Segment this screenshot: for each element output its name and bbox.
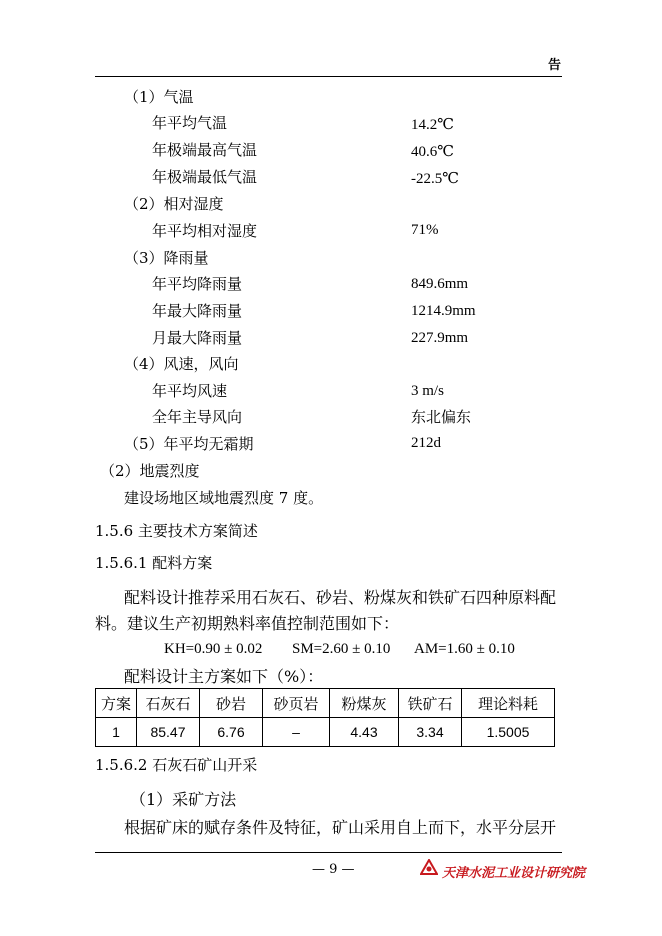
rain-label-max: 年最大降雨量 — [152, 302, 243, 320]
mining-text: 根据矿床的赋存条件及特征，矿山采用自上而下，水平分层开 — [124, 818, 557, 837]
table-header-cell: 砂页岩 — [263, 689, 330, 718]
header-tag: 告 — [548, 58, 562, 73]
page-number: — 9 — — [312, 862, 355, 877]
rain-label-avg: 年平均降雨量 — [152, 275, 243, 293]
ratio-kh: KH=0.90 ± 0.02 — [164, 641, 263, 657]
table-header-cell: 石灰石 — [137, 689, 200, 718]
footer-rule — [95, 852, 562, 853]
table-header-cell: 理论料耗 — [462, 689, 555, 718]
temp-label-min: 年极端最低气温 — [152, 168, 258, 186]
table-header-cell: 粉煤灰 — [330, 689, 399, 718]
table-cell: 85.47 — [137, 718, 200, 747]
temp-label-avg: 年平均气温 — [152, 114, 228, 132]
section-1-5-6-2-heading: 1.5.6.2 石灰石矿山开采 — [95, 756, 258, 774]
ratio-sm: SM=2.60 ± 0.10 — [292, 641, 391, 657]
rain-value-avg: 849.6mm — [411, 276, 469, 292]
temp-label-max: 年极端最高气温 — [152, 141, 258, 159]
rain-label-month: 月最大降雨量 — [152, 329, 243, 347]
table-header-cell: 方案 — [96, 689, 137, 718]
wind-label-direction: 全年主导风向 — [152, 408, 243, 426]
table-header-cell: 砂岩 — [200, 689, 263, 718]
wind-value-direction: 东北偏东 — [411, 408, 472, 426]
wind-value-speed: 3 m/s — [411, 383, 444, 399]
table-cell: 1.5005 — [462, 718, 555, 747]
wind-title: （4）风速，风向 — [124, 355, 239, 373]
frost-title: （5）年平均无霜期 — [124, 435, 254, 453]
ratio-am: AM=1.60 ± 0.10 — [414, 641, 515, 657]
seismic-title: （2）地震烈度 — [100, 462, 200, 480]
table-cell: 6.76 — [200, 718, 263, 747]
table-cell: 3.34 — [399, 718, 462, 747]
section-1-5-6-1-heading: 1.5.6.1 配料方案 — [95, 554, 213, 572]
header-rule — [95, 76, 562, 77]
temp-value-max: 40.6℃ — [411, 144, 455, 160]
table-cell: 4.43 — [330, 718, 399, 747]
table-header-row — [96, 689, 555, 718]
wind-label-speed: 年平均风速 — [152, 382, 228, 400]
temp-value-min: -22.5℃ — [411, 171, 460, 187]
rain-title: （3）降雨量 — [124, 249, 209, 267]
rain-value-month: 227.9mm — [411, 330, 469, 346]
table-header-cell: 铁矿石 — [399, 689, 462, 718]
paragraph-line-2: 料。建议生产初期熟料率值控制范围如下： — [95, 614, 400, 633]
humidity-label: 年平均相对湿度 — [152, 222, 258, 240]
seismic-text: 建设场地区域地震烈度 7 度。 — [124, 489, 324, 507]
table-cell: 1 — [96, 718, 137, 747]
table-caption: 配料设计主方案如下（%）： — [124, 667, 324, 686]
temp-value-avg: 14.2℃ — [411, 117, 455, 133]
humidity-value: 71% — [411, 222, 439, 238]
section-1-5-6-heading: 1.5.6 主要技术方案简述 — [95, 522, 258, 540]
table-cell: – — [263, 718, 330, 747]
humidity-title: （2）相对湿度 — [124, 195, 224, 213]
table-row — [96, 718, 555, 747]
frost-value: 212d — [411, 435, 441, 451]
institute-logo-icon — [420, 859, 438, 875]
mining-subheading: （1）采矿方法 — [130, 790, 237, 809]
rain-value-max: 1214.9mm — [411, 303, 476, 319]
mix-table — [95, 688, 555, 747]
temp-title: （1）气温 — [124, 88, 194, 106]
paragraph-line-1: 配料设计推荐采用石灰石、砂岩、粉煤灰和铁矿石四种原料配 — [124, 588, 557, 607]
institute-name: 天津水泥工业设计研究院 — [442, 866, 586, 881]
